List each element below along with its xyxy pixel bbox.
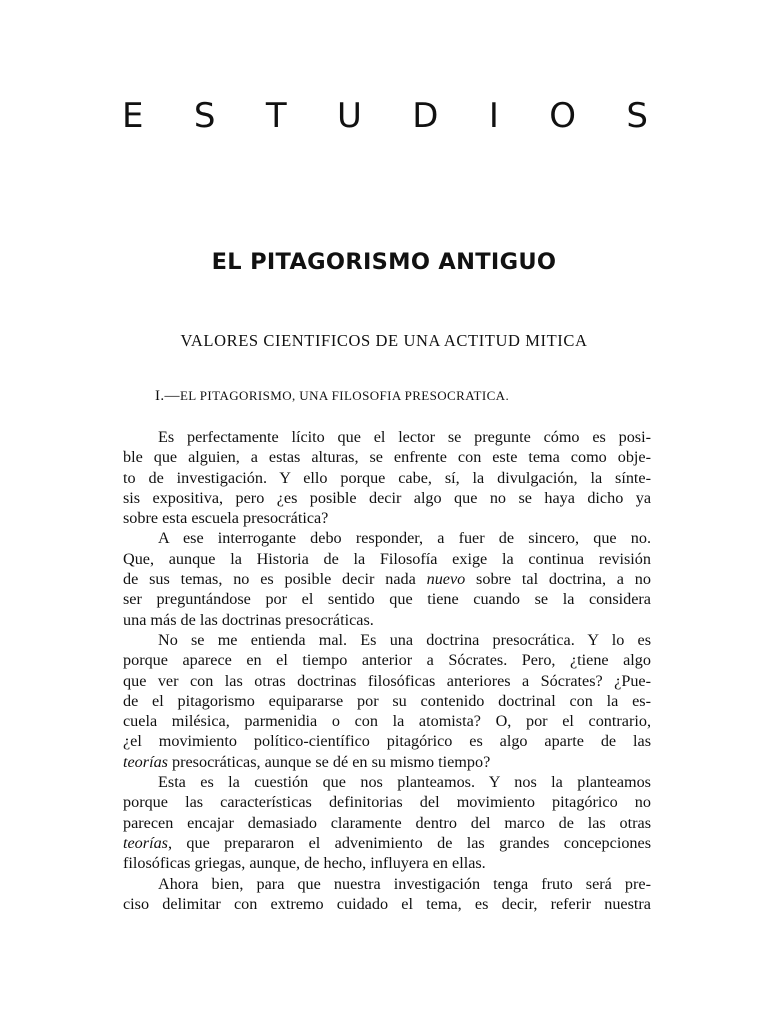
text-line: cuela milésica, parmenidia o con la atomista? O, por el contrario, [123,712,651,731]
italic-term: teorías [123,833,168,852]
text-line: de el pitagorismo equipararse por su contenido doctrinal con la es- [123,691,651,710]
section-title-letter: I [488,96,499,136]
section-heading-text: EL PITAGORISMO, UNA FILOSOFIA PRESOCRATICA. [179,388,510,403]
text-line: Ahora bien, para que nuestra investigación tenga fruto será pre- [158,874,651,893]
text-line: Es perfectamente lícito que el lector se pregunte cómo es posi- [158,428,651,446]
article-subtitle: VALORES CIENTIFICOS DE UNA ACTITUD MITICA [180,331,588,350]
text-line: porque las características definitorias del movimiento pitagórico no [123,793,651,812]
body-text [123,427,651,914]
text-line: No se me entienda mal. Es una doctrina presocrática. Y lo es [158,630,651,649]
text-line: ciso delimitar con extremo cuidado el tema, es decir, referir nuestra [123,894,651,913]
section-title [122,96,648,136]
italic-term: nuevo [426,570,466,589]
section-title-letter: U [336,96,362,136]
text-line: porque aparece en el tiempo anterior a Sócrates. Pero, ¿tiene algo [123,651,651,670]
text-line: Esta es la cuestión que nos planteamos. Y nos la planteamos [158,773,651,792]
section-title-letter: S [193,96,216,136]
text-line: Que, aunque la Historia de la Filosofía exige la continua revisión [123,549,651,568]
section-title-letter: O [549,96,576,136]
text-line: que ver con las otras doctrinas filosóficas anteriores a Sócrates? ¿Pue- [123,671,651,690]
text-line: teorías, que prepararon el advenimiento de las grandes concepciones [123,833,651,852]
text-line: parecen encajar demasiado claramente dentro del marco de las otras [123,813,651,832]
section-heading [155,388,509,405]
text-line: una más de las doctrinas presocráticas. [123,610,374,629]
section-title-letter: E [122,96,144,136]
section-title-letter: D [412,96,439,136]
text-line: to de investigación. Y ello porque cabe, sí, la divulgación, la sínte- [123,468,651,487]
section-heading-number: I.— [155,388,180,404]
text-line: ble que alguien, a estas alturas, se enfrente con este tema como obje- [123,448,651,467]
text-line: ser preguntándose por el sentido que tiene cuando se la considera [123,590,651,609]
text-line: teorías presocráticas, aunque se dé en su mismo tiempo? [123,752,491,771]
text-line: filosóficas griegas, aunque, de hecho, influyera en ellas. [123,854,486,873]
article-title: EL PITAGORISMO ANTIGUO [211,249,557,275]
text-line: sobre esta escuela presocrática? [123,509,329,528]
text-line: A ese interrogante debo responder, a fuer de sincero, que no. [158,529,651,548]
text-line: ¿el movimiento político-científico pitagórico es algo aparte de las [123,732,651,751]
text-line: sis expositiva, pero ¿es posible decir algo que no se haya dicho ya [123,488,651,507]
text-line: de sus temas, no es posible decir nada nuevo sobre tal doctrina, a no [123,570,651,589]
section-title-letter: S [626,96,648,136]
section-title-letter: T [265,96,287,136]
italic-term: teorías [123,752,168,771]
